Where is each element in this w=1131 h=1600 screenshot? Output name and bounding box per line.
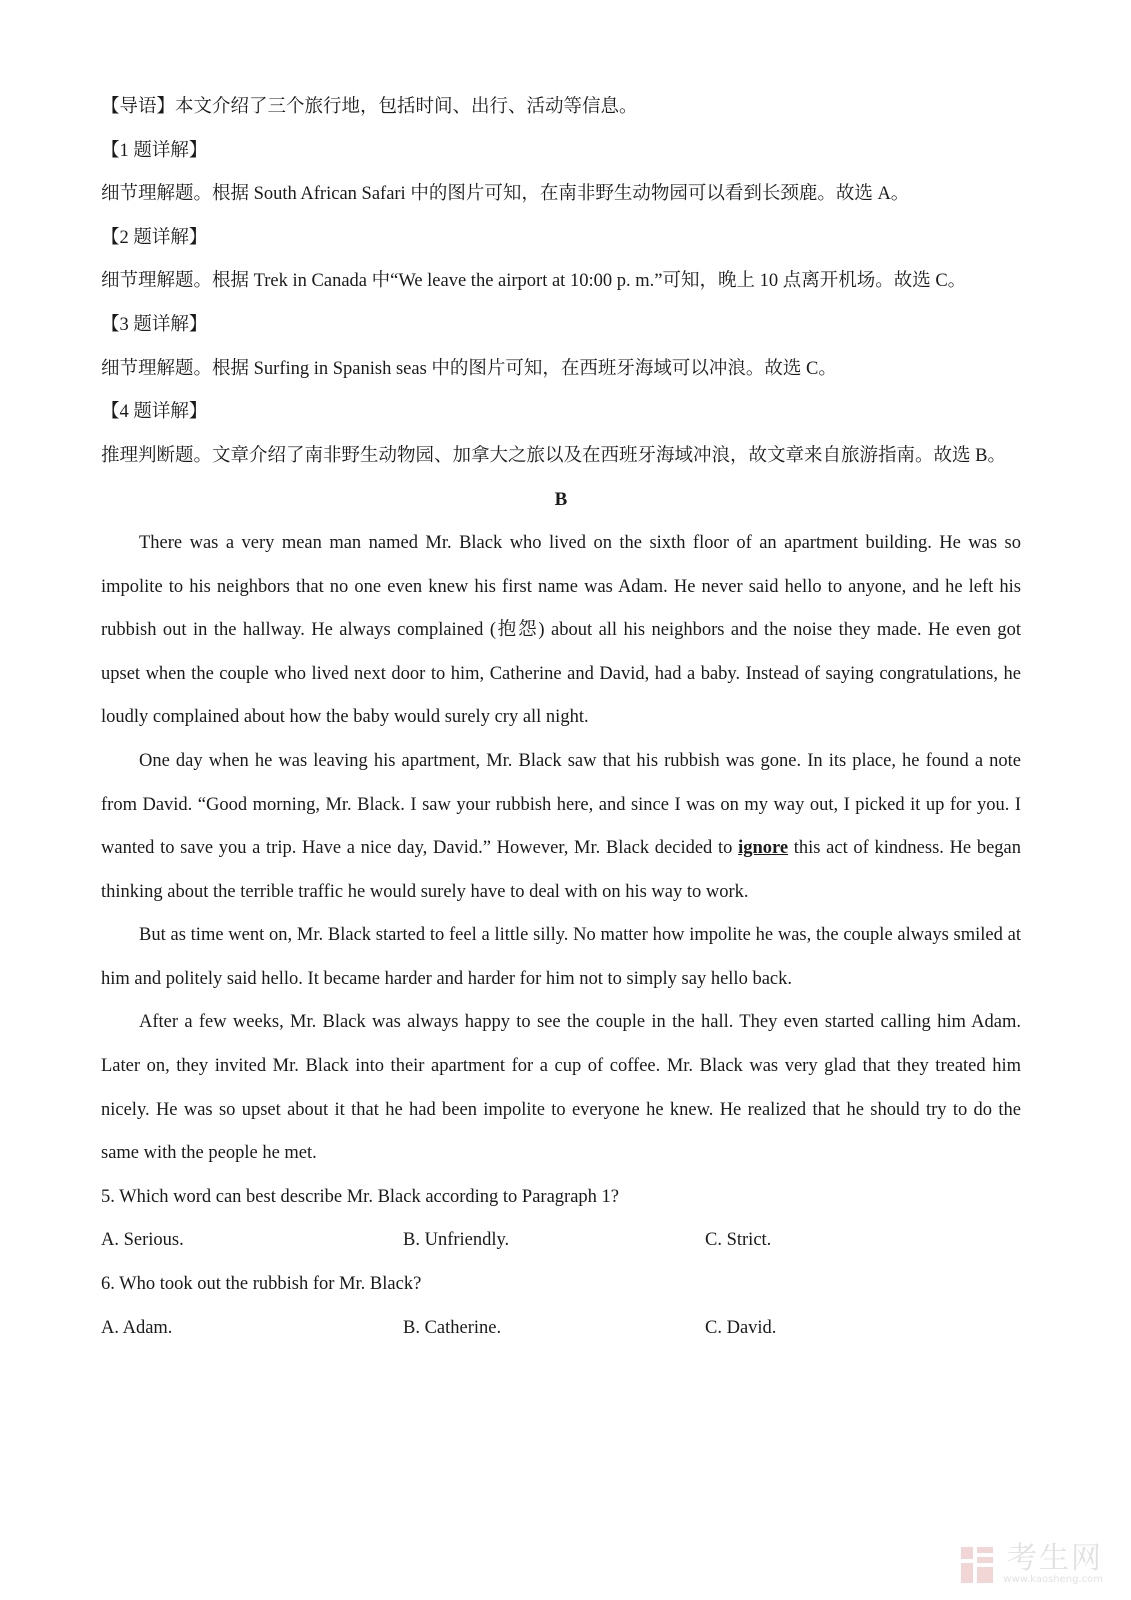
watermark-text — [1003, 1541, 1103, 1586]
watermark-logo-icon — [959, 1545, 995, 1585]
option-a: A. Serious. — [101, 1230, 184, 1251]
passage-heading: B — [554, 489, 568, 511]
question-6-stem: 6. Who took out the rubbish for Mr. Black? — [101, 1274, 422, 1295]
q4-title: 【4 题详解】 — [101, 402, 208, 423]
q3-explanation: 细节理解题。根据 Surfing in Spanish seas 中的图片可知，在西班牙海域可以冲浪。故选 C。 — [101, 358, 837, 379]
question-6-options — [101, 1307, 1021, 1351]
question-5-options — [101, 1219, 1021, 1263]
paragraph-2-text-after: this act of kindness. He began thinking about the terrible traffic he would surely have to deal with on his way to work. — [101, 838, 1021, 902]
q1-title: 【1 题详解】 — [101, 140, 208, 161]
paragraph-2-text-before: One day when he was leaving his apartment, Mr. Black saw that his rubbish was gone. In its place, he found a note from David. “Good morning, Mr. Black. I saw your rubbish here, and since I was on my way out, I picked it up for you. I wanted to save you a trip. Have a nice day, David.” However, Mr. Black decided to — [101, 750, 1021, 859]
site-watermark — [959, 1541, 1103, 1586]
option-a: A. Adam. — [101, 1317, 173, 1338]
q3-title: 【3 题详解】 — [101, 314, 208, 335]
q2-explanation: 细节理解题。根据 Trek in Canada 中“We leave the airport at 10:00 p. m.”可知，晚上 10 点离开机场。故选 C。 — [101, 271, 967, 292]
q2-title: 【2 题详解】 — [101, 227, 208, 248]
passage-paragraph-1: There was a very mean man named Mr. Black who lived on the sixth floor of an apartment building. He was so impolite to his neighbors that no one even knew his first name was Adam. He never said hello to anyone, and he left his rubbish out in the hallway. He always complained (抱怨) about all his neighbors and the noise they made. He even got upset when the couple who lived next door to him, Catherine and David, had a baby. Instead of saying congratulations, he loudly complained about how the baby would surely cry all night. — [101, 532, 1021, 728]
intro-text: 【导语】本文介绍了三个旅行地，包括时间、出行、活动等信息。 — [101, 97, 638, 117]
option-b: B. Unfriendly. — [403, 1230, 510, 1251]
watermark-cn: 考生网 — [1007, 1541, 1103, 1576]
document-page — [101, 86, 1021, 1350]
question-5-stem: 5. Which word can best describe Mr. Black according to Paragraph 1? — [101, 1186, 619, 1207]
q1-explanation: 细节理解题。根据 South African Safari 中的图片可知，在南非野生动物园可以看到长颈鹿。故选 A。 — [101, 184, 910, 205]
passage-paragraph-3: But as time went on, Mr. Black started to feel a little silly. No matter how impolite he was, the couple always smiled at him and politely said hello. It became harder and harder for him not to simply say hello back. — [101, 925, 1021, 989]
option-b: B. Catherine. — [403, 1317, 502, 1338]
watermark-url: www.kaosheng.com — [1003, 1574, 1103, 1585]
q4-explanation: 推理判断题。文章介绍了南非野生动物园、加拿大之旅以及在西班牙海域冲浪，故文章来自旅游指南。故选 B。 — [101, 445, 1006, 466]
passage-paragraph-2 — [101, 740, 1021, 914]
option-c: C. Strict. — [705, 1230, 772, 1251]
underlined-word-ignore: ignore — [738, 838, 789, 859]
passage-paragraph-4: After a few weeks, Mr. Black was always happy to see the couple in the hall. They even started calling him Adam. Later on, they invited Mr. Black into their apartment for a cup of coffee. Mr. Black was very glad that they treated him nicely. He was so upset about it that he had been impolite to everyone he knew. He realized that he should try to do the same with the people he met. — [101, 1012, 1021, 1164]
option-c: C. David. — [705, 1317, 777, 1338]
